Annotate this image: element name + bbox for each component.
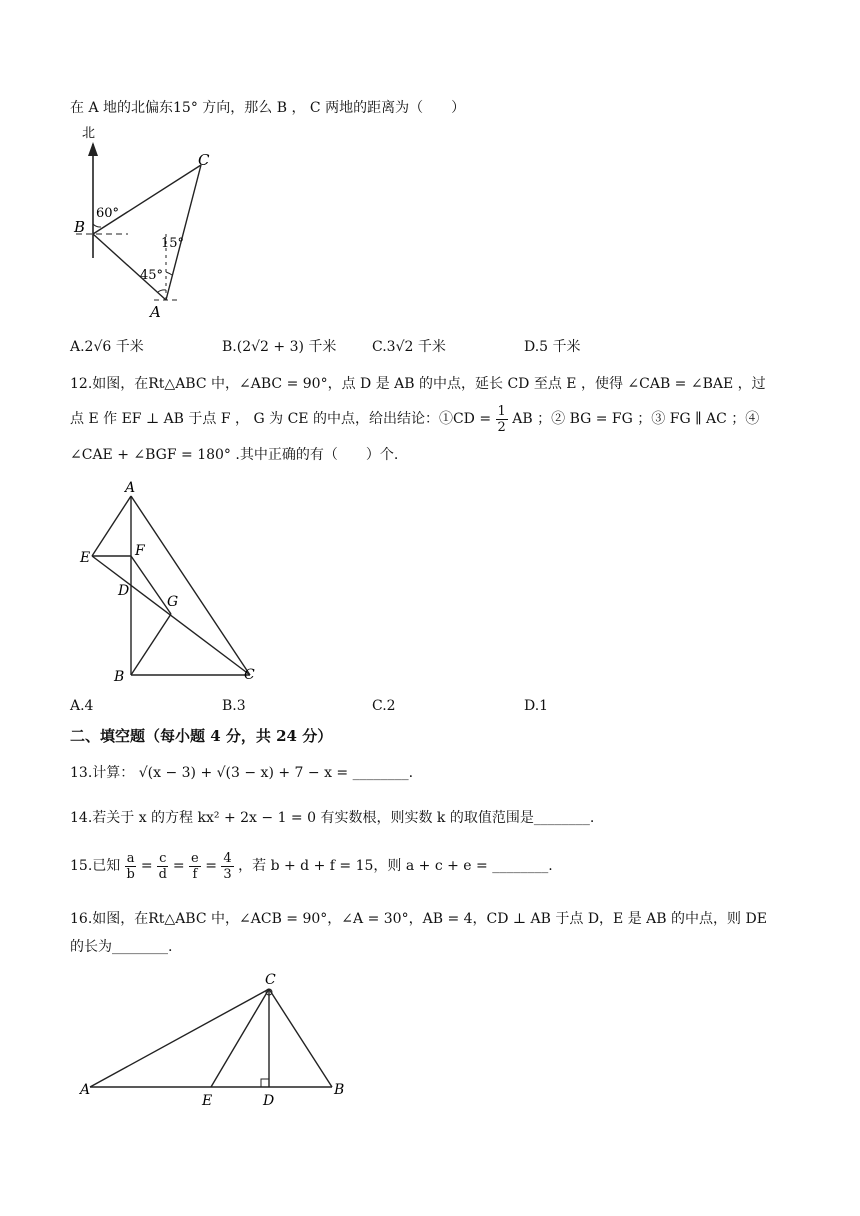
q15-frac-1: $\frac{a}{b}$ [126, 850, 135, 882]
q11-figure [70, 122, 230, 322]
q12-frac-den: 2 [497, 419, 506, 435]
q13: 13.计算： √(x − 3) + √(3 − x) + 7 − x = ________. [70, 765, 414, 781]
label-B: B [334, 1082, 345, 1098]
label-A: A [125, 480, 136, 496]
section-heading: 二、填空题（每小题 4 分，共 24 分） [70, 727, 333, 745]
label-60: 60° [96, 206, 120, 221]
q15-frac-4: $\frac{4}{3}$ [223, 850, 232, 882]
label-B: B [74, 218, 86, 236]
label-E: E [202, 1093, 213, 1109]
q12-line2-pre: 点 E 作 EF ⊥ AB 于点 F ， G 为 CE 的中点，给出结论：①CD = [70, 411, 492, 427]
label-E: E [80, 550, 91, 566]
q12-line3: ∠CAE + ∠BGF = 180° .其中正确的有（ ）个. [70, 447, 399, 463]
label-45: 45° [140, 268, 164, 283]
q12-fraction [496, 404, 508, 435]
label-D: D [263, 1093, 275, 1109]
q11-option-c: C.3√2 千米 [372, 339, 446, 355]
q12-option-b: B.3 [222, 698, 246, 714]
label-C: C [244, 667, 255, 683]
q12-option-c: C.2 [372, 698, 396, 714]
q12-option-a: A.4 [70, 698, 94, 714]
q15-post: ，若 b + d + f = 15，则 a + c + e = ________. [238, 858, 553, 874]
label-F: F [135, 543, 145, 559]
label-G: G [167, 594, 179, 610]
q15-frac-3: $\frac{e}{f}$ [191, 850, 199, 882]
q16-figure [76, 968, 366, 1118]
q15-pre: 15.已知 [70, 858, 121, 874]
label-15: 15° [161, 236, 185, 251]
q12-line1: 12.如图，在Rt△ABC 中，∠ABC = 90°，点 D 是 AB 的中点，延长 CD 至点 E ，使得 ∠CAB = ∠BAE ，过 [70, 376, 766, 392]
label-C: C [198, 151, 210, 169]
q11-option-d: D.5 千米 [524, 339, 581, 355]
q11-option-b: B.(2√2 + 3) 千米 [222, 339, 337, 355]
q11-option-a: A.2√6 千米 [70, 339, 144, 355]
label-A: A [80, 1082, 91, 1098]
q12-figure [78, 478, 278, 688]
q16-line2: 的长为________. [70, 939, 173, 955]
q12-option-d: D.1 [524, 698, 549, 714]
q15: 15.已知 $\frac{a}{b}$ = $\frac{c}{d}$ = $\frac{e}{f}$ = $\frac{4}{3}$ ，若 b + d + f = 15，则 a + c + e = ________. [70, 850, 553, 882]
north-arrowhead [88, 142, 98, 156]
q16-line1: 16.如图，在Rt△ABC 中，∠ACB = 90°，∠A = 30°，AB = 4，CD ⊥ AB 于点 D，E 是 AB 的中点，则 DE [70, 911, 767, 927]
q14: 14.若关于 x 的方程 kx² + 2x − 1 = 0 有实数根，则实数 k 的取值范围是________. [70, 810, 595, 826]
q12-frac-num: 1 [497, 403, 506, 419]
q11-stem: 在 A 地的北偏东15° 方向，那么 B ， C 两地的距离为（ ） [70, 100, 466, 116]
label-B: B [114, 669, 125, 685]
label-north: 北 [82, 126, 96, 141]
q15-frac-2: $\frac{c}{d}$ [158, 850, 167, 882]
label-C: C [265, 972, 276, 988]
label-D: D [118, 583, 130, 599]
q12-line2 [70, 402, 759, 436]
label-A: A [150, 303, 161, 321]
q12-line2-post: AB ；② BG = FG ；③ FG ∥ AC ；④ [512, 411, 760, 427]
